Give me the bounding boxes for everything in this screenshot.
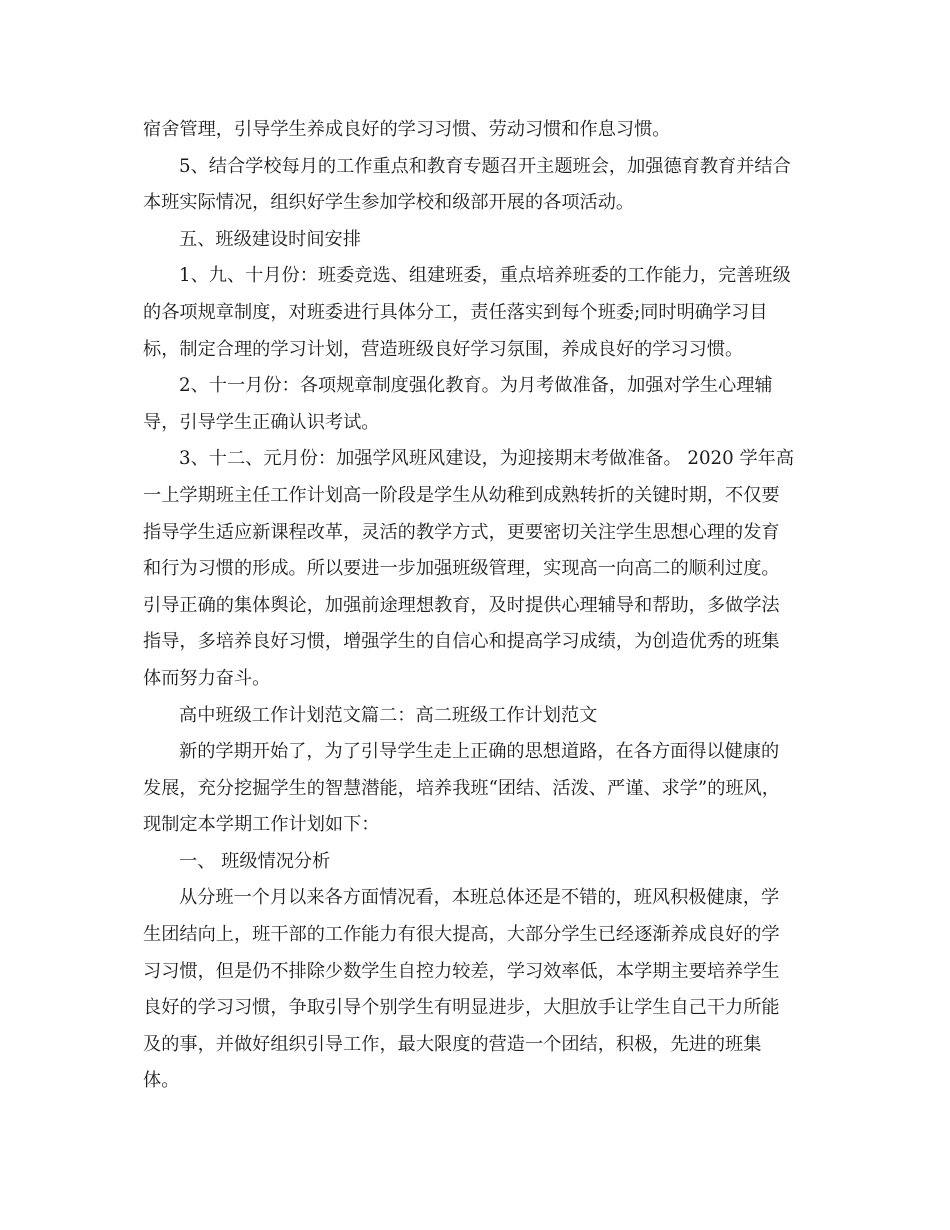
- text-line: 2、十一月份：各项规章制度强化教育。为月考做准备，加强对学生心理辅: [179, 375, 773, 397]
- text-line: 体而努力奋斗。: [143, 667, 271, 689]
- text-line: 和行为习惯的形成。所以要进一步加强班级管理，实现高一向高二的顺利过度。: [143, 558, 780, 580]
- text-line: 习习惯，但是仍不排除少数学生自控力较差，学习效率低，本学期主要培养学生: [143, 960, 780, 982]
- text-line: 本班实际情况，组织好学生参加学校和级部开展的各项活动。: [143, 192, 635, 214]
- text-line: 指导，多培养良好习惯，增强学生的自信心和提高学习成绩，为创造优秀的班集: [143, 631, 780, 653]
- text-line: 体。: [143, 1070, 180, 1092]
- text-line: 一、 班级情况分析: [179, 850, 331, 872]
- text-line: 现制定本学期工作计划如下：: [143, 814, 380, 836]
- text-line: 导，引导学生正确认识考试。: [143, 411, 380, 433]
- document-body: [143, 112, 813, 1100]
- text-line: 新的学期开始了，为了引导学生走上正确的思想道路，在各方面得以健康的: [179, 741, 780, 763]
- text-line: 及的事，并做好组织引导工作，最大限度的营造一个团结，积极，先进的班集: [143, 1033, 762, 1055]
- text-line: 五、班级建设时间安排: [179, 228, 361, 250]
- text-line: 标，制定合理的学习计划，营造班级良好学习氛围，养成良好的学习习惯。: [143, 338, 744, 360]
- text-line: 的各项规章制度，对班委进行具体分工，责任落实到每个班委;同时明确学习目: [143, 301, 768, 323]
- text-line: 发展，充分挖掘学生的智慧潜能，培养我班“团结、活泼、严谨、求学”的班风，: [143, 777, 780, 799]
- text-line: 1、九、十月份：班委竞选、组建班委，重点培养班委的工作能力，完善班级: [179, 265, 791, 287]
- text-line: 高中班级工作计划范文篇二：高二班级工作计划范文: [179, 704, 598, 726]
- text-line: 一上学期班主任工作计划高一阶段是学生从幼稚到成熟转折的关键时期，不仅要: [143, 484, 780, 506]
- text-line: 良好的学习习惯，争取引导个别学生有明显进步，大胆放手让学生自己干力所能: [143, 997, 780, 1019]
- text-line: 从分班一个月以来各方面情况看，本班总体还是不错的，班风积极健康，学: [179, 887, 780, 909]
- text-line: 5、结合学校每月的工作重点和教育专题召开主题班会，加强德育教育并结合: [179, 155, 791, 177]
- text-line: 引导正确的集体舆论，加强前途理想教育，及时提供心理辅导和帮助，多做学法: [143, 594, 780, 616]
- text-line: 生团结向上，班干部的工作能力有很大提高，大部分学生已经逐渐养成良好的学: [143, 924, 780, 946]
- text-line: 指导学生适应新课程改革，灵活的教学方式，更要密切关注学生思想心理的发育: [143, 521, 780, 543]
- text-line: 宿舍管理，引导学生养成良好的学习习惯、劳动习惯和作息习惯。: [143, 119, 671, 140]
- text-line: 3、十二、元月份：加强学风班风建设，为迎接期末考做准备。 2020 学年高: [179, 448, 795, 470]
